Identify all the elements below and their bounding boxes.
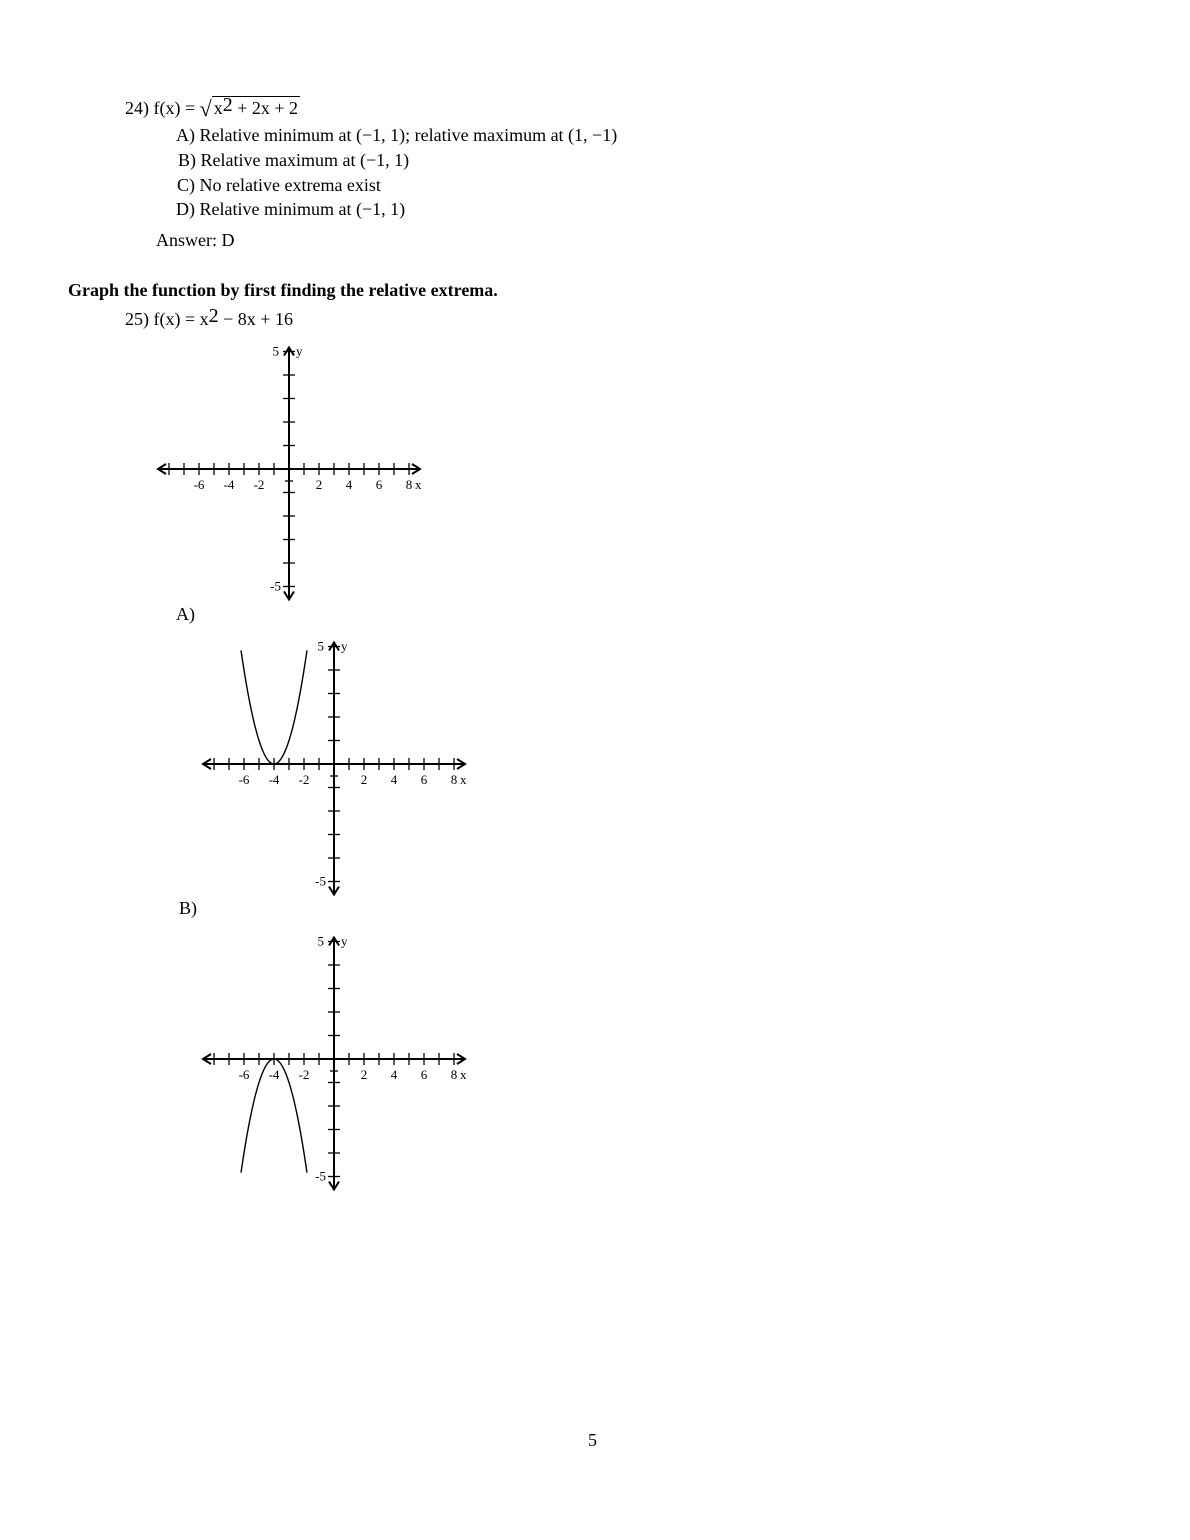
y-axis-label: y (341, 638, 348, 654)
x-tick-label: -2 (298, 1067, 310, 1082)
x-tick-label: -6 (193, 477, 205, 492)
y-bottom-tick-label: -5 (270, 578, 281, 594)
x-tick-label: 8 (405, 477, 413, 492)
y-top-tick-label: 5 (317, 933, 324, 949)
x-tick-label: 8 (450, 1067, 458, 1082)
q25-option-a-letter: A) (176, 604, 195, 624)
radical-sign-icon: √ (199, 96, 212, 121)
q25-number: 25) (125, 309, 149, 329)
y-axis-label: y (296, 343, 303, 359)
x-tick-label: 8 (450, 772, 458, 787)
x-tick-label: -6 (238, 1067, 250, 1082)
y-bottom-tick-label: -5 (315, 873, 326, 889)
x-tick-label: 6 (375, 477, 383, 492)
x-tick-label: -4 (268, 1067, 280, 1082)
x-tick-label: 6 (420, 1067, 428, 1082)
x-tick-label: 6 (420, 772, 428, 787)
x-axis-label: x (415, 477, 422, 492)
x-tick-label: -2 (298, 772, 310, 787)
x-tick-label: 2 (360, 1067, 368, 1082)
q24-answer: Answer: D (156, 230, 235, 250)
x-tick-label: -4 (268, 772, 280, 787)
x-axis-label: x (460, 1067, 467, 1082)
x-tick-label: -2 (253, 477, 265, 492)
q24-option-b: B) Relative maximum at (−1, 1) (178, 150, 410, 170)
q25-function: $f(x) = x^2 - 8x + 16$ (153, 305, 293, 329)
q24-option-d: D) Relative minimum at (−1, 1) (176, 199, 406, 219)
section-heading: Graph the function by first finding the relative extrema. (68, 280, 498, 300)
x-tick-label: 2 (360, 772, 368, 787)
x-tick-label: 2 (315, 477, 323, 492)
q24-fx: f(x) = (153, 98, 196, 118)
y-axis-label: y (341, 933, 348, 949)
x-tick-label: 4 (390, 772, 398, 787)
q24-number: 24) (125, 98, 149, 118)
x-tick-label: -6 (238, 772, 250, 787)
y-bottom-tick-label: -5 (315, 1168, 326, 1184)
y-top-tick-label: 5 (317, 638, 324, 654)
q25-option-b-letter: B) (179, 898, 197, 918)
x-axis-label: x (460, 772, 467, 787)
radicand: $x^2 + 2x + 2$ (213, 94, 299, 118)
x-tick-label: 4 (390, 1067, 398, 1082)
x-tick-label: -4 (223, 477, 235, 492)
x-tick-label: 4 (345, 477, 353, 492)
page-number: 5 (588, 1430, 597, 1450)
q24-option-a: A) Relative minimum at (−1, 1); relative maximum at (1, −1) (176, 125, 618, 145)
y-top-tick-label: 5 (272, 343, 279, 359)
q24-option-c: C) No relative extrema exist (177, 175, 381, 195)
